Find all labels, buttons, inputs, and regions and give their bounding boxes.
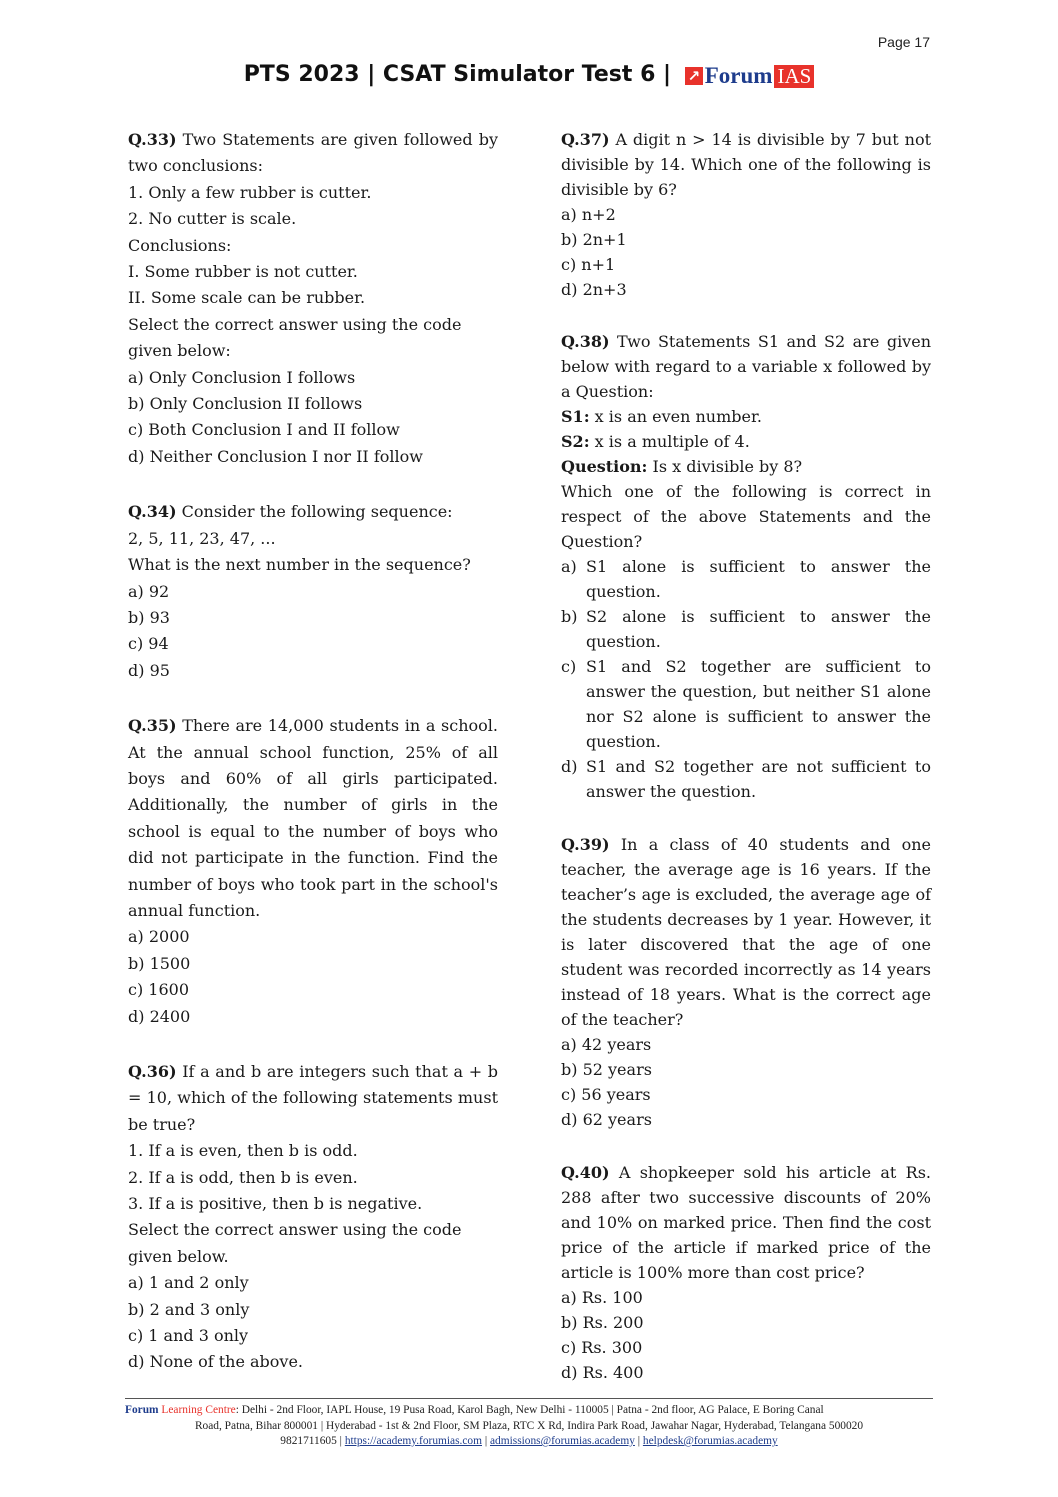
option-a: a) 92 [128, 581, 170, 601]
option-d: d) 2400 [128, 1006, 191, 1026]
question-number: Q.40) [561, 1163, 610, 1182]
page-header [0, 62, 1058, 89]
option-c: c) Rs. 300 [561, 1338, 643, 1357]
website-link[interactable]: https://academy.forumias.com [344, 1435, 482, 1447]
arrow-icon: ↗ [685, 67, 703, 85]
option-d: d) Neither Conclusion I nor II follow [128, 446, 423, 466]
instruction: Select the correct answer using the code given below. [128, 1220, 462, 1266]
logo-ias-text: IAS [774, 65, 814, 88]
question-38 [561, 329, 931, 804]
sequence: 2, 5, 11, 23, 47, ... [128, 528, 276, 548]
option-a: a) n+2 [561, 205, 616, 224]
left-column [128, 127, 498, 1405]
question-number: Q.38) [561, 332, 610, 351]
question-stem: Two Statements S1 and S2 are given below with regard to a variable x followed by a Question: [561, 332, 931, 401]
question-text: Is x divisible by 8? [647, 457, 803, 476]
option-b: b) 2 and 3 only [128, 1299, 250, 1319]
question-40 [561, 1160, 931, 1385]
s1-label: S1: [561, 407, 590, 426]
statement: x is a multiple of 4. [589, 432, 750, 451]
option-a: a) Only Conclusion I follows [128, 367, 356, 387]
option-c: c) 56 years [561, 1085, 651, 1104]
option-d: d) 62 years [561, 1110, 652, 1129]
option-a: a) Rs. 100 [561, 1288, 643, 1307]
page-number: Page 17 [877, 34, 930, 50]
question-number: Q.39) [561, 835, 610, 854]
s2-label: S2: [561, 432, 590, 451]
option-c: c) Both Conclusion I and II follow [128, 420, 400, 440]
option-b: b) 93 [128, 607, 170, 627]
option-b: b) 1500 [128, 953, 191, 973]
instruction: Which one of the following is correct in respect of the above Statements and the Question? [561, 482, 931, 551]
footer-contact-line [125, 1434, 933, 1450]
question-stem: In a class of 40 students and one teacher, the average age is 16 years. If the teacher’s age is excluded, the average age of the students decreases by 1 year. However, it is later discovered that the age of one student was recorded incorrectly as 14 years instead of 18 years. What is the correct age of the teacher? [561, 835, 931, 1029]
option-a: a) 42 years [561, 1035, 652, 1054]
statement: x is an even number. [589, 407, 762, 426]
statement: 1. If a is even, then b is odd. [128, 1141, 358, 1161]
option-c: c) 1 and 3 only [128, 1326, 249, 1346]
question-34 [128, 499, 498, 684]
option-d: d) 95 [128, 660, 170, 680]
option-b: b) Only Conclusion II follows [128, 394, 363, 414]
page-footer [125, 1398, 933, 1450]
option-d: d) Rs. 400 [561, 1363, 644, 1382]
logo-forum-text: Forum [704, 63, 773, 88]
question-33 [128, 127, 498, 470]
statement: 1. Only a few rubber is cutter. [128, 182, 372, 202]
statement: 3. If a is positive, then b is negative. [128, 1194, 423, 1214]
question-stem: If a and b are integers such that a + b = 10, which of the following statements must be true? [128, 1062, 499, 1134]
question-39 [561, 832, 931, 1132]
footer-phone: 9821711605 | [280, 1435, 345, 1447]
helpdesk-email-link[interactable]: helpdesk@forumias.academy [642, 1435, 778, 1447]
question-number: Q.37) [561, 130, 610, 149]
option-a: a) S1 alone is sufficient to answer the question. [561, 557, 931, 601]
statement: 2. If a is odd, then b is even. [128, 1167, 358, 1187]
question-36 [128, 1059, 498, 1376]
question-number: Q.34) [128, 502, 177, 522]
option-c: c) n+1 [561, 255, 616, 274]
question-stem: A digit n > 14 is divisible by 7 but not divisible by 14. Which one of the following is divisible by 6? [561, 130, 932, 199]
question-number: Q.35) [128, 716, 177, 736]
forumias-logo [685, 63, 815, 89]
option-a: a) 2000 [128, 927, 190, 947]
question-stem: Two Statements are given followed by two conclusions: [128, 130, 498, 176]
instruction: Select the correct answer using the code given below: [128, 314, 462, 361]
admissions-email-link[interactable]: admissions@forumias.academy [489, 1435, 635, 1447]
question-stem: A shopkeeper sold his article at Rs. 288 after two successive discounts of 20% and 10% on marked price. Then find the cost price of the article if marked price of the article is 100% more than cost price? [561, 1163, 931, 1282]
separator: | [634, 1435, 643, 1447]
option-b: b) 52 years [561, 1060, 652, 1079]
question-37 [561, 127, 931, 302]
option-c: c) S1 and S2 together are sufficient to answer the question, but neither S1 alone nor S2 alone is sufficient to answer the question. [561, 657, 931, 751]
option-b: b) Rs. 200 [561, 1313, 644, 1332]
option-b: b) S2 alone is sufficient to answer the question. [561, 607, 931, 651]
option-c: c) 1600 [128, 980, 190, 1000]
separator: | [482, 1435, 490, 1447]
question-number: Q.33) [128, 130, 177, 149]
footer-brand-learning-centre: Learning Centre [158, 1404, 236, 1416]
question-text: What is the next number in the sequence? [128, 555, 471, 575]
right-column [561, 127, 931, 1414]
conclusions-label: Conclusions: [128, 235, 232, 255]
option-d: d) None of the above. [128, 1352, 303, 1372]
page-title: PTS 2023 | CSAT Simulator Test 6 | [243, 62, 672, 87]
question-35 [128, 713, 498, 1030]
question-stem: There are 14,000 students in a school. At the annual school function, 25% of all boys and 60% of all girls participated. Additionally, the number of girls in the school is equal to the number of boys who did not participate in the function. Find the number of boys who took part in the school's annual function. [128, 716, 498, 920]
option-a: a) 1 and 2 only [128, 1273, 249, 1293]
conclusion: I. Some rubber is not cutter. [128, 262, 358, 282]
question-stem: Consider the following sequence: [181, 502, 453, 522]
question-label: Question: [561, 457, 648, 476]
option-c: c) 94 [128, 634, 169, 654]
option-d: d) 2n+3 [561, 280, 627, 299]
question-number: Q.36) [128, 1062, 177, 1081]
conclusion: II. Some scale can be rubber. [128, 288, 366, 308]
footer-address-line1: : Delhi - 2nd Floor, IAPL House, 19 Pusa Road, Karol Bagh, New Delhi - 110005 | Patna - 2nd floor, AG Palace, E Boring Canal [235, 1404, 824, 1416]
statement: 2. No cutter is scale. [128, 209, 297, 229]
option-b: b) 2n+1 [561, 230, 627, 249]
option-d: d) S1 and S2 together are not sufficient to answer the question. [561, 757, 931, 801]
footer-address-line2: Road, Patna, Bihar 800001 | Hyderabad - 1st & 2nd Floor, SM Plaza, RTC X Rd, Indira Park Road, Jawahar Nagar, Hyderabad, Telangana 500020 [194, 1419, 864, 1432]
footer-brand-forum: Forum [125, 1404, 159, 1416]
